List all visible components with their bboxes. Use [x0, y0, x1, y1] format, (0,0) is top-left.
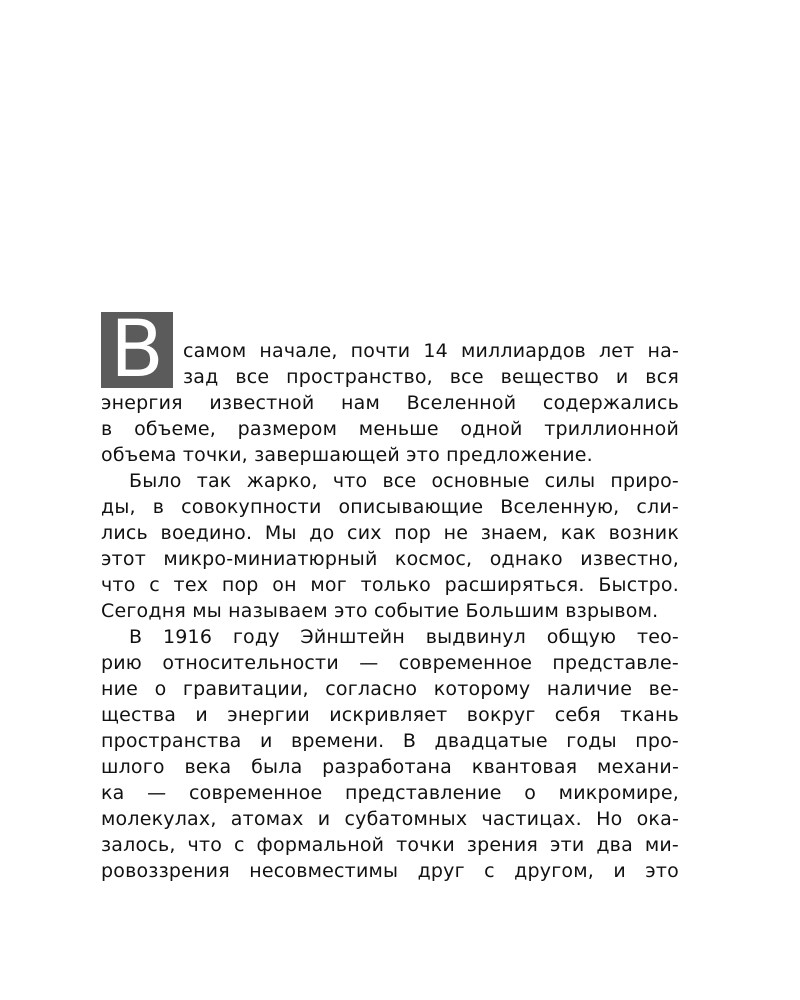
text-line: залось, что с формальной точки зрения эти два ми-: [101, 834, 679, 856]
text-line: самом начале, почти 14 миллиардов лет на-: [183, 340, 679, 362]
text-line: что с тех пор он мог только расширяться. Быстро.: [101, 574, 679, 596]
text-line: щества и энергии искривляет вокруг себя ткань: [101, 704, 679, 726]
text-line: ние о гравитации, согласно которому наличие ве-: [101, 678, 679, 700]
text-line: Сегодня мы называем это событие Большим взрывом.: [101, 600, 659, 622]
text-line: шлого века была разработана квантовая механи-: [101, 756, 679, 778]
text-line: в объеме, размером меньше одной триллионной: [101, 418, 679, 440]
text-line: пространства и времени. В двадцатые годы про-: [101, 730, 679, 752]
text-line: Было так жарко, что все основные силы приро-: [129, 470, 679, 492]
text-line: ды, в совокупности описывающие Вселенную, сли-: [101, 496, 679, 518]
text-line: ка — современное представление о микромире,: [101, 782, 679, 804]
text-line: энергия известной нам Вселенной содержались: [101, 392, 679, 414]
text-line: объема точки, завершающей это предложение.: [101, 444, 593, 466]
text-line: этот микро-миниатюрный космос, однако известно,: [101, 548, 679, 570]
drop-cap-letter: В: [101, 312, 173, 388]
text-line: В 1916 году Эйнштейн выдвинул общую тео-: [129, 626, 679, 648]
text-line: рию относительности — современное представле-: [101, 652, 679, 674]
text-line: молекулах, атомах и субатомных частицах. Но ока-: [101, 808, 679, 830]
text-line: зад все пространство, все вещество и вся: [183, 366, 679, 388]
text-line: ровоззрения несовместимы друг с другом, и это: [101, 860, 679, 882]
text-line: лись воедино. Мы до сих пор не знаем, как возник: [101, 522, 679, 544]
